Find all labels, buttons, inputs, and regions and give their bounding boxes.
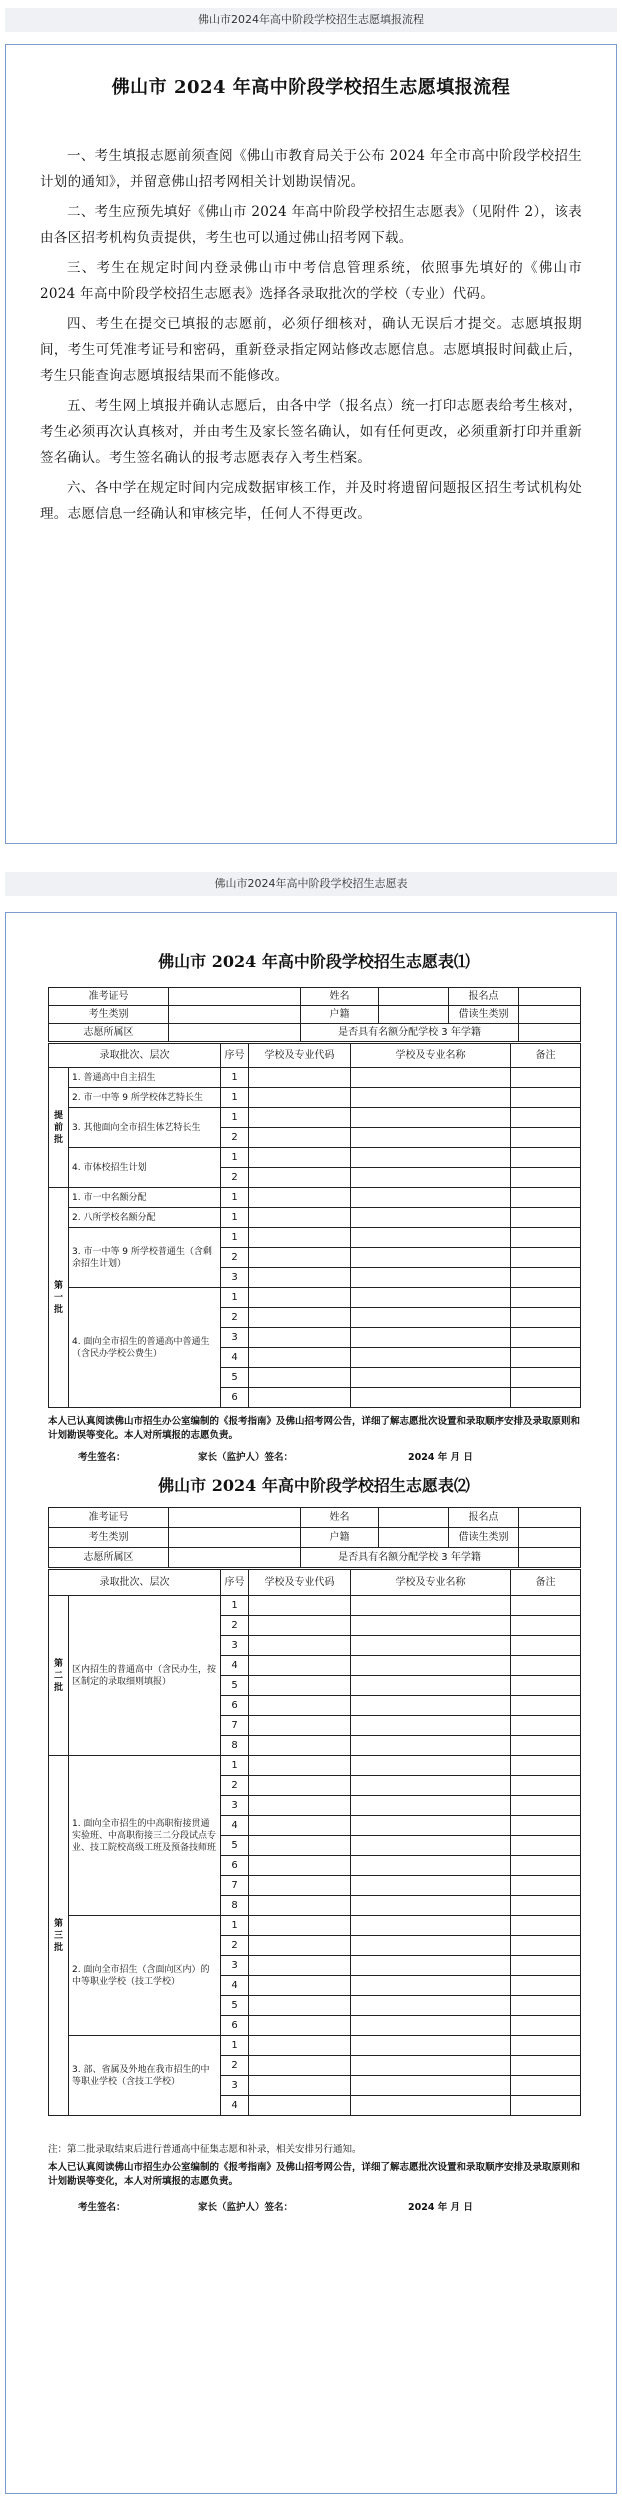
form1-seq: 6 <box>221 1388 249 1408</box>
form1-code-cell[interactable] <box>249 1148 351 1168</box>
form1-remark-cell[interactable] <box>511 1108 581 1128</box>
form1-remark-cell[interactable] <box>511 1188 581 1208</box>
form2-col-code: 学校及专业代码 <box>249 1570 351 1596</box>
form1-school-cell[interactable] <box>351 1088 511 1108</box>
form1-remark-cell[interactable] <box>511 1248 581 1268</box>
form1-code-cell[interactable] <box>249 1068 351 1088</box>
form2-code-cell[interactable] <box>249 1656 351 1676</box>
form1-code-cell[interactable] <box>249 1368 351 1388</box>
form1-school-cell[interactable] <box>351 1068 511 1088</box>
form1-name-value[interactable] <box>379 988 449 1006</box>
form2-seq: 2 <box>221 1616 249 1636</box>
form2-remark-cell[interactable] <box>511 1776 581 1796</box>
form2-seq: 4 <box>221 1656 249 1676</box>
form2-remark-cell[interactable] <box>511 1596 581 1616</box>
form2-school-cell[interactable] <box>351 1816 511 1836</box>
form2-item-third-2: 2. 面向全市招生（含面向区内）的中等职业学校（技工学校） <box>69 1916 221 2036</box>
form1-remark-cell[interactable] <box>511 1268 581 1288</box>
form2-seq: 4 <box>221 2096 249 2116</box>
form2-batch-third: 第三批 <box>49 1756 69 2116</box>
form1-code-cell[interactable] <box>249 1128 351 1148</box>
form2-remark-cell[interactable] <box>511 2096 581 2116</box>
form1-remark-cell[interactable] <box>511 1168 581 1188</box>
form2-col-no: 序号 <box>221 1570 249 1596</box>
form1-col-batch: 录取批次、层次 <box>49 1044 221 1068</box>
form2-quota-question: 是否具有名额分配学校 3 年学籍 <box>301 1548 519 1568</box>
form1-remark-cell[interactable] <box>511 1348 581 1368</box>
form2-code-cell[interactable] <box>249 1876 351 1896</box>
form2-date: 2024 年 月 日 <box>408 2202 473 2213</box>
form2-code-cell[interactable] <box>249 1776 351 1796</box>
form1-code-cell[interactable] <box>249 1328 351 1348</box>
form1-quota-question: 是否具有名额分配学校 3 年学籍 <box>301 1024 519 1042</box>
form1-school-cell[interactable] <box>351 1348 511 1368</box>
form2-code-cell[interactable] <box>249 2096 351 2116</box>
form2-code-cell[interactable] <box>249 1976 351 1996</box>
form2-remark-cell[interactable] <box>511 2056 581 2076</box>
form2-school-cell[interactable] <box>351 1856 511 1876</box>
form1-district-value[interactable] <box>169 1024 301 1042</box>
form1-item-1: 1. 普通高中自主招生 <box>69 1068 221 1088</box>
form2-batch-second: 第二批 <box>49 1596 69 1756</box>
form2-statement: 本人已认真阅读佛山市招生办公室编制的《报考指南》及佛山招考网公告，详细了解志愿批次设置和录取顺序安排及录取原则和计划勘误等变化，本人对所填报的志愿负责。 <box>48 2162 581 2187</box>
form2-code-cell[interactable] <box>249 1936 351 1956</box>
form2-code-cell[interactable] <box>249 1716 351 1736</box>
form2-remark-cell[interactable] <box>511 2016 581 2036</box>
form1-school-cell[interactable] <box>351 1308 511 1328</box>
form2-household-label: 户籍 <box>301 1528 379 1548</box>
form2-remark-cell[interactable] <box>511 1956 581 1976</box>
form2-sign-parent: 家长（监护人）签名： <box>198 2202 294 2213</box>
form2-remark-cell[interactable] <box>511 1836 581 1856</box>
form1-remark-cell[interactable] <box>511 1328 581 1348</box>
form2-school-cell[interactable] <box>351 2096 511 2116</box>
form1-category-value[interactable] <box>169 1006 301 1024</box>
section2-banner: 佛山市2024年高中阶段学校招生志愿表 <box>5 872 617 896</box>
form2-col-remark: 备注 <box>511 1570 581 1596</box>
form2-remark-cell[interactable] <box>511 1996 581 2016</box>
form2-seq: 1 <box>221 1596 249 1616</box>
form2-code-cell[interactable] <box>249 2076 351 2096</box>
form2-seq: 5 <box>221 1996 249 2016</box>
form1-item-6: 2. 八所学校名额分配 <box>69 1208 221 1228</box>
form2-remark-cell[interactable] <box>511 2036 581 2056</box>
form2-code-cell[interactable] <box>249 1916 351 1936</box>
form1-remark-cell[interactable] <box>511 1128 581 1148</box>
form2-seq: 1 <box>221 2036 249 2056</box>
form1-seq: 1 <box>221 1108 249 1128</box>
form1-remark-cell[interactable] <box>511 1308 581 1328</box>
form2-title: 佛山市 2024 年高中阶段学校招生志愿表⑵ <box>158 1476 470 1495</box>
form1-col-code: 学校及专业代码 <box>249 1044 351 1068</box>
form1-col-remark: 备注 <box>511 1044 581 1068</box>
form1-choices-table <box>48 1043 581 1408</box>
form2-seq: 5 <box>221 1836 249 1856</box>
section1-banner: 佛山市2024年高中阶段学校招生志愿填报流程 <box>5 8 617 32</box>
form1-code-cell[interactable] <box>249 1288 351 1308</box>
form1-seq: 2 <box>221 1308 249 1328</box>
form1-seq: 5 <box>221 1368 249 1388</box>
form2-code-cell[interactable] <box>249 1676 351 1696</box>
form2-borrow-label: 借读生类别 <box>449 1528 519 1548</box>
form2-school-cell[interactable] <box>351 1716 511 1736</box>
form2-seq: 8 <box>221 1736 249 1756</box>
form2-school-cell[interactable] <box>351 1616 511 1636</box>
form2-school-cell[interactable] <box>351 1776 511 1796</box>
form2-remark-cell[interactable] <box>511 1816 581 1836</box>
form1-quota-value[interactable] <box>519 1024 581 1042</box>
form1-name-label: 姓名 <box>301 988 379 1006</box>
form1-seq: 2 <box>221 1248 249 1268</box>
form1-code-cell[interactable] <box>249 1248 351 1268</box>
form2-school-cell[interactable] <box>351 1796 511 1816</box>
form2-school-cell[interactable] <box>351 2036 511 2056</box>
form1-batch-early: 提前批 <box>49 1068 69 1188</box>
form1-code-cell[interactable] <box>249 1308 351 1328</box>
form1-seq: 1 <box>221 1068 249 1088</box>
process-title: 佛山市 2024 年高中阶段学校招生志愿填报流程 <box>111 77 511 98</box>
form2-seq: 7 <box>221 1716 249 1736</box>
form1-code-cell[interactable] <box>249 1088 351 1108</box>
form2-remark-cell[interactable] <box>511 1656 581 1676</box>
form1-school-cell[interactable] <box>351 1168 511 1188</box>
form2-category-value[interactable] <box>169 1528 301 1548</box>
form2-name-label: 姓名 <box>301 1508 379 1528</box>
form1-school-cell[interactable] <box>351 1188 511 1208</box>
form2-code-cell[interactable] <box>249 1756 351 1776</box>
form2-code-cell[interactable] <box>249 1836 351 1856</box>
form2-col-batch: 录取批次、层次 <box>49 1570 221 1596</box>
form2-school-cell[interactable] <box>351 1676 511 1696</box>
form1-remark-cell[interactable] <box>511 1228 581 1248</box>
form1-col-school: 学校及专业名称 <box>351 1044 511 1068</box>
form2-code-cell[interactable] <box>249 1696 351 1716</box>
form2-name-value[interactable] <box>379 1508 449 1528</box>
form2-school-cell[interactable] <box>351 2076 511 2096</box>
form2-col-school: 学校及专业名称 <box>351 1570 511 1596</box>
form1-school-cell[interactable] <box>351 1288 511 1308</box>
form1-batch-first: 第一批 <box>49 1188 69 1408</box>
form1-borrow-value[interactable] <box>519 1006 581 1024</box>
form1-item-3: 3. 其他面向全市招生体艺特长生 <box>69 1108 221 1148</box>
form2-remark-cell[interactable] <box>511 1716 581 1736</box>
form1-date: 2024 年 月 日 <box>408 1452 473 1463</box>
form2-school-cell[interactable] <box>351 1916 511 1936</box>
form1-code-cell[interactable] <box>249 1208 351 1228</box>
form2-school-cell[interactable] <box>351 1696 511 1716</box>
form2-school-cell[interactable] <box>351 2016 511 2036</box>
form1-code-cell[interactable] <box>249 1228 351 1248</box>
form2-remark-cell[interactable] <box>511 1936 581 1956</box>
form2-school-cell[interactable] <box>351 1976 511 1996</box>
form2-item-third-1: 1. 面向全市招生的中高职衔接贯通实验班、中高职衔接三二分段试点专业、技工院校高级工班及预备技师班 <box>69 1756 221 1916</box>
form1-remark-cell[interactable] <box>511 1088 581 1108</box>
process-paragraph-6: 六、各中学在规定时间内完成数据审核工作，并及时将遗留问题报区招生考试机构处理。志愿信息一经确认和审核完毕，任何人不得更改。 <box>40 480 582 522</box>
form2-code-cell[interactable] <box>249 1736 351 1756</box>
form2-seq: 8 <box>221 1896 249 1916</box>
form1-code-cell[interactable] <box>249 1168 351 1188</box>
form2-remark-cell[interactable] <box>511 2076 581 2096</box>
form1-code-cell[interactable] <box>249 1108 351 1128</box>
form1-remark-cell[interactable] <box>511 1288 581 1308</box>
form1-title: 佛山市 2024 年高中阶段学校招生志愿表⑴ <box>158 952 470 971</box>
form2-exam-no-value[interactable] <box>169 1508 301 1528</box>
form1-school-cell[interactable] <box>351 1368 511 1388</box>
form2-school-cell[interactable] <box>351 1736 511 1756</box>
form1-seq: 3 <box>221 1268 249 1288</box>
form2-code-cell[interactable] <box>249 1636 351 1656</box>
form2-code-cell[interactable] <box>249 1796 351 1816</box>
process-paragraph-1: 一、考生填报志愿前须查阅《佛山市教育局关于公布 2024 年全市高中阶段学校招生计划的通知》，并留意佛山招考网相关计划勘误情况。 <box>40 148 582 190</box>
form2-seq: 6 <box>221 1856 249 1876</box>
form2-code-cell[interactable] <box>249 1956 351 1976</box>
form1-seq: 2 <box>221 1168 249 1188</box>
form2-seq: 3 <box>221 1636 249 1656</box>
form2-school-cell[interactable] <box>351 1876 511 1896</box>
form2-seq: 4 <box>221 1816 249 1836</box>
form2-sign-student: 考生签名： <box>78 2202 126 2213</box>
form1-code-cell[interactable] <box>249 1268 351 1288</box>
form2-remark-cell[interactable] <box>511 1696 581 1716</box>
form2-remark-cell[interactable] <box>511 1856 581 1876</box>
form2-seq: 6 <box>221 1696 249 1716</box>
form2-school-cell[interactable] <box>351 1936 511 1956</box>
form1-item-7: 3. 市一中等 9 所学校普通生（含剩余招生计划） <box>69 1228 221 1288</box>
form1-seq: 3 <box>221 1328 249 1348</box>
form1-school-cell[interactable] <box>351 1248 511 1268</box>
form2-remark-cell[interactable] <box>511 1676 581 1696</box>
form2-school-cell[interactable] <box>351 2056 511 2076</box>
form1-remark-cell[interactable] <box>511 1388 581 1408</box>
form1-item-2: 2. 市一中等 9 所学校体艺特长生 <box>69 1088 221 1108</box>
form1-school-cell[interactable] <box>351 1148 511 1168</box>
process-card <box>5 44 617 844</box>
form1-seq: 2 <box>221 1128 249 1148</box>
form1-household-label: 户籍 <box>301 1006 379 1024</box>
form2-seq: 2 <box>221 2056 249 2076</box>
form2-remark-cell[interactable] <box>511 1976 581 1996</box>
form2-seq: 3 <box>221 2076 249 2096</box>
form1-remark-cell[interactable] <box>511 1068 581 1088</box>
process-paragraph-3: 三、考生在规定时间内登录佛山市中考信息管理系统，依照事先填好的《佛山市 2024 年高中阶段学校招生志愿表》选择各录取批次的学校（专业）代码。 <box>40 260 582 302</box>
form2-remark-cell[interactable] <box>511 1756 581 1776</box>
form1-reg-point-label: 报名点 <box>449 988 519 1006</box>
form2-seq: 6 <box>221 2016 249 2036</box>
form2-category-label: 考生类别 <box>49 1528 169 1548</box>
form2-quota-value[interactable] <box>519 1548 581 1568</box>
form1-seq: 1 <box>221 1228 249 1248</box>
form1-remark-cell[interactable] <box>511 1368 581 1388</box>
form1-statement: 本人已认真阅读佛山市招生办公室编制的《报考指南》及佛山招考网公告，详细了解志愿批次设置和录取顺序安排及录取原则和计划勘误等变化。本人对所填报的志愿负责。 <box>48 1416 581 1441</box>
form2-seq: 2 <box>221 1936 249 1956</box>
form2-seq: 1 <box>221 1916 249 1936</box>
form1-household-value[interactable] <box>379 1006 449 1024</box>
form2-seq: 1 <box>221 1756 249 1776</box>
form2-school-cell[interactable] <box>351 1956 511 1976</box>
form1-sign-parent: 家长（监护人）签名： <box>198 1452 294 1463</box>
form2-seq: 3 <box>221 1956 249 1976</box>
form2-remark-cell[interactable] <box>511 1636 581 1656</box>
form2-seq: 4 <box>221 1976 249 1996</box>
form2-code-cell[interactable] <box>249 1896 351 1916</box>
form1-col-no: 序号 <box>221 1044 249 1068</box>
form1-item-8: 4. 面向全市招生的普通高中普通生（含民办学校公费生） <box>69 1288 221 1408</box>
form2-code-cell[interactable] <box>249 1816 351 1836</box>
form2-school-cell[interactable] <box>351 1596 511 1616</box>
form1-school-cell[interactable] <box>351 1128 511 1148</box>
form2-remark-cell[interactable] <box>511 1916 581 1936</box>
form1-sign-student: 考生签名： <box>78 1452 126 1463</box>
form1-school-cell[interactable] <box>351 1228 511 1248</box>
form2-code-cell[interactable] <box>249 1596 351 1616</box>
form2-code-cell[interactable] <box>249 2016 351 2036</box>
form2-district-value[interactable] <box>169 1548 301 1568</box>
form2-item-third-3: 3. 部、省属及外地在我市招生的中等职业学校（含技工学校） <box>69 2036 221 2116</box>
form1-exam-no-label: 准考证号 <box>49 988 169 1006</box>
form1-seq: 1 <box>221 1088 249 1108</box>
form2-code-cell[interactable] <box>249 1996 351 2016</box>
form2-school-cell[interactable] <box>351 1656 511 1676</box>
form2-remark-cell[interactable] <box>511 1876 581 1896</box>
form2-seq: 2 <box>221 1776 249 1796</box>
form2-code-cell[interactable] <box>249 1856 351 1876</box>
forms-card <box>5 912 617 2494</box>
form1-seq: 1 <box>221 1188 249 1208</box>
form1-seq: 1 <box>221 1148 249 1168</box>
process-paragraph-4: 四、考生在提交已填报的志愿前，必须仔细核对，确认无误后才提交。志愿填报期间，考生可凭准考证号和密码，重新登录指定网站修改志愿信息。志愿填报时间截止后，考生只能查询志愿填报结果而不能修改。 <box>40 316 582 384</box>
form2-remark-cell[interactable] <box>511 1896 581 1916</box>
form1-header-table <box>48 987 581 1042</box>
form2-choices-table <box>48 1569 581 2116</box>
form2-remark-cell[interactable] <box>511 1796 581 1816</box>
form1-item-5: 1. 市一中名额分配 <box>69 1188 221 1208</box>
form2-school-cell[interactable] <box>351 1896 511 1916</box>
form2-seq: 3 <box>221 1796 249 1816</box>
form1-district-label: 志愿所属区 <box>49 1024 169 1042</box>
process-paragraph-2: 二、考生应预先填好《佛山市 2024 年高中阶段学校招生志愿表》（见附件 2），该表由各区招考机构负责提供，考生也可以通过佛山招考网下载。 <box>40 204 582 246</box>
form2-remark-cell[interactable] <box>511 1616 581 1636</box>
form1-code-cell[interactable] <box>249 1388 351 1408</box>
form1-reg-point-value[interactable] <box>519 988 581 1006</box>
form2-reg-point-value[interactable] <box>519 1508 581 1528</box>
form1-school-cell[interactable] <box>351 1328 511 1348</box>
form1-school-cell[interactable] <box>351 1208 511 1228</box>
form2-school-cell[interactable] <box>351 1756 511 1776</box>
form1-seq: 1 <box>221 1208 249 1228</box>
form2-seq: 7 <box>221 1876 249 1896</box>
form1-borrow-label: 借读生类别 <box>449 1006 519 1024</box>
form2-seq: 5 <box>221 1676 249 1696</box>
form2-remark-cell[interactable] <box>511 1736 581 1756</box>
form2-school-cell[interactable] <box>351 1836 511 1856</box>
form2-code-cell[interactable] <box>249 1616 351 1636</box>
form1-seq: 1 <box>221 1288 249 1308</box>
form1-school-cell[interactable] <box>351 1268 511 1288</box>
form1-category-label: 考生类别 <box>49 1006 169 1024</box>
form1-item-4: 4. 市体校招生计划 <box>69 1148 221 1188</box>
form1-school-cell[interactable] <box>351 1108 511 1128</box>
form2-household-value[interactable] <box>379 1528 449 1548</box>
form2-district-label: 志愿所属区 <box>49 1548 169 1568</box>
form2-reg-point-label: 报名点 <box>449 1508 519 1528</box>
form2-exam-no-label: 准考证号 <box>49 1508 169 1528</box>
process-paragraph-5: 五、考生网上填报并确认志愿后，由各中学（报名点）统一打印志愿表给考生核对，考生必须再次认真核对，并由考生及家长签名确认，如有任何更改，必须重新打印并重新签名确认。考生签名确认的报考志愿表存入考生档案。 <box>40 398 582 466</box>
form2-note: 注：第二批录取结束后进行普通高中征集志愿和补录，相关安排另行通知。 <box>48 2144 362 2155</box>
form2-item-second: 区内招生的普通高中（含民办生，按区制定的录取细则填报） <box>69 1596 221 1756</box>
form1-exam-no-value[interactable] <box>169 988 301 1006</box>
form1-remark-cell[interactable] <box>511 1148 581 1168</box>
form1-remark-cell[interactable] <box>511 1208 581 1228</box>
form1-code-cell[interactable] <box>249 1188 351 1208</box>
form2-school-cell[interactable] <box>351 1996 511 2016</box>
form1-seq: 4 <box>221 1348 249 1368</box>
form2-school-cell[interactable] <box>351 1636 511 1656</box>
form2-header-table <box>48 1507 581 1568</box>
form1-school-cell[interactable] <box>351 1388 511 1408</box>
form2-code-cell[interactable] <box>249 2036 351 2056</box>
form2-borrow-value[interactable] <box>519 1528 581 1548</box>
form2-code-cell[interactable] <box>249 2056 351 2076</box>
form1-code-cell[interactable] <box>249 1348 351 1368</box>
